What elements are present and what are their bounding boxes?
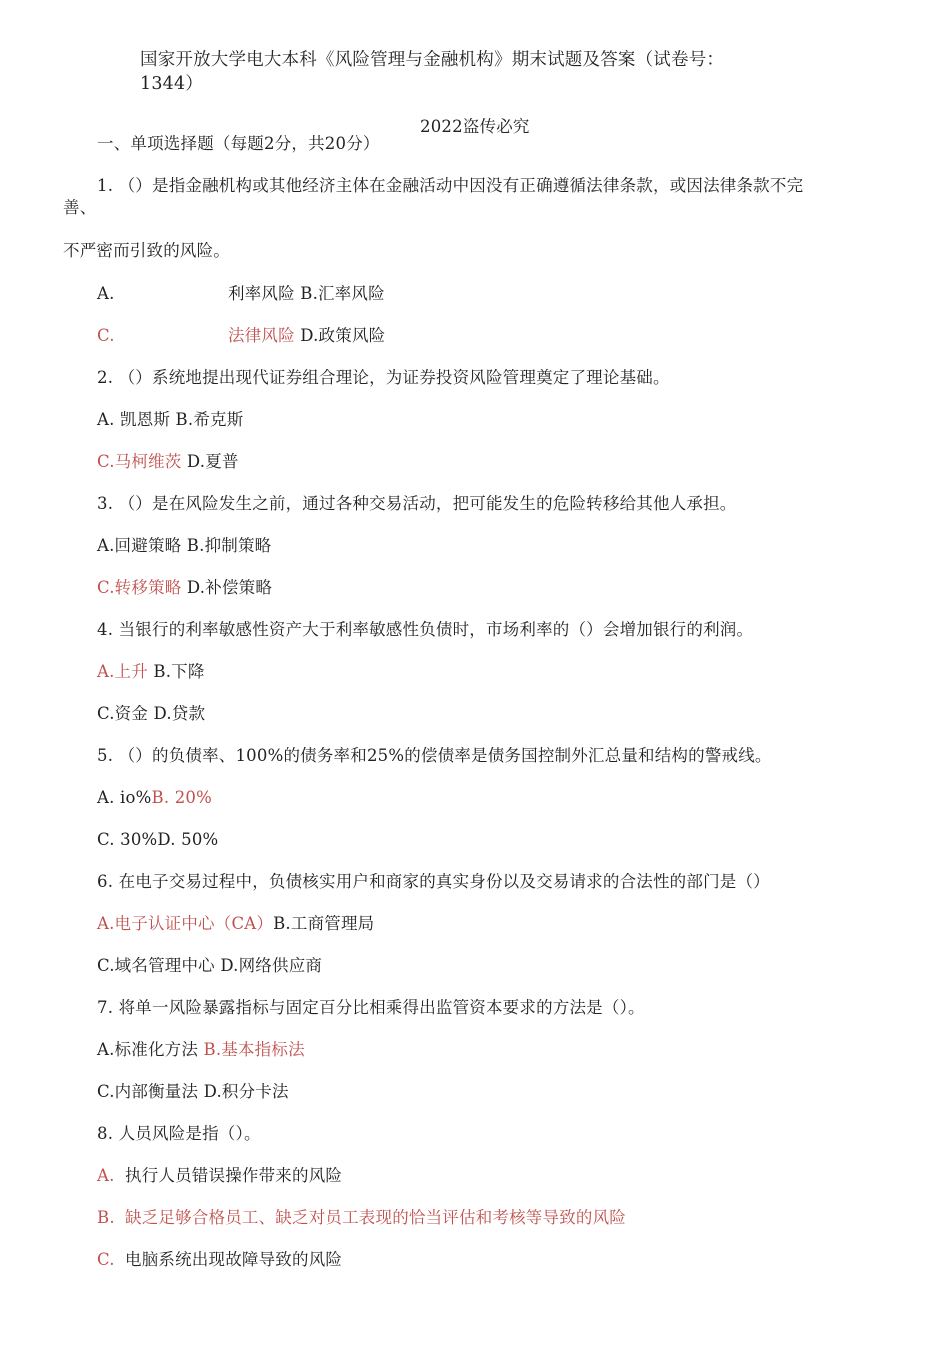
question-1-option-a-label: A.: [97, 284, 115, 303]
question-1-stem-cont: 善、: [63, 198, 97, 217]
question-1-options-ab: 利率风险 B.汇率风险: [228, 284, 385, 303]
question-8-option-c: 电脑系统出现故障导致的风险: [125, 1250, 343, 1269]
question-2-answer: C.马柯维茨: [97, 452, 182, 471]
question-8-option-a: 执行人员错误操作带来的风险: [125, 1166, 343, 1185]
question-1-answer: 法律风险: [228, 326, 295, 345]
question-5-option-a: A. io%: [97, 788, 152, 807]
page-title-line2: 1344）: [140, 74, 204, 94]
question-5-answer: B. 20%: [151, 788, 212, 807]
question-2-option-d: D.夏普: [181, 452, 239, 471]
question-6-options-cd: C.域名管理中心 D.网络供应商: [97, 956, 323, 975]
question-8-option-a-label: A.: [97, 1166, 115, 1185]
question-7-options-cd: C.内部衡量法 D.积分卡法: [97, 1082, 289, 1101]
question-3-options-ab: A.回避策略 B.抑制策略: [97, 536, 272, 555]
question-1-stem-end: 不严密而引致的风险。: [63, 241, 230, 260]
question-5-options-ab: [97, 788, 212, 808]
question-6-options-ab: [97, 914, 374, 934]
question-8-stem: 8. 人员风险是指（）。: [97, 1124, 261, 1143]
question-7-options-ab: [97, 1040, 305, 1060]
question-1-stem: 1. （）是指金融机构或其他经济主体在金融活动中因没有正确遵循法律条款，或因法律条款不完: [97, 176, 804, 195]
question-2-options-cd: [97, 452, 239, 472]
question-7-answer: B.基本指标法: [203, 1040, 305, 1059]
question-3-stem: 3. （）是在风险发生之前，通过各种交易活动，把可能发生的危险转移给其他人承担。: [97, 494, 737, 513]
question-4-answer: A.上升: [97, 662, 148, 681]
question-3-options-cd: [97, 578, 272, 598]
question-1-option-d: D.政策风险: [294, 326, 386, 345]
page-title-line1: 国家开放大学电大本科《风险管理与金融机构》期末试题及答案（试卷号：: [140, 50, 725, 70]
question-4-options-ab: [97, 662, 205, 682]
question-3-answer: C.转移策略: [97, 578, 182, 597]
question-1-options-cd: [228, 326, 385, 346]
question-6-option-b: B.工商管理局: [273, 914, 375, 933]
question-3-option-d: D.补偿策略: [181, 578, 273, 597]
question-6-stem: 6. 在电子交易过程中，负债核实用户和商家的真实身份以及交易请求的合法性的部门是（）: [97, 872, 770, 891]
question-5-options-cd: C. 30%D. 50%: [97, 830, 219, 849]
question-7-stem: 7. 将单一风险暴露指标与固定百分比相乘得出监管资本要求的方法是（）。: [97, 998, 645, 1017]
question-1-option-c-label: C.: [97, 326, 115, 345]
subtitle: 2022盗传必究: [420, 117, 530, 136]
question-4-stem: 4. 当银行的利率敏感性资产大于利率敏感性负债时，市场利率的（）会增加银行的利润。: [97, 620, 754, 639]
question-4-option-b: B.下降: [147, 662, 205, 681]
question-7-option-a: A.标准化方法: [97, 1040, 204, 1059]
question-4-options-cd: C.资金 D.贷款: [97, 704, 206, 723]
question-8-option-b-label: B.: [97, 1208, 115, 1227]
question-8-option-c-label: C.: [97, 1250, 115, 1269]
question-5-stem: 5. （）的负债率、100%的债务率和25%的偿债率是债务国控制外汇总量和结构的警戒线。: [97, 746, 772, 765]
question-2-options-ab: A. 凯恩斯 B.希克斯: [97, 410, 244, 429]
question-6-answer: A.电子认证中心（CA）: [97, 914, 274, 933]
section-heading: 一、单项选择题（每题2分，共20分）: [97, 134, 380, 153]
question-8-answer: 缺乏足够合格员工、缺乏对员工表现的恰当评估和考核等导致的风险: [125, 1208, 626, 1227]
question-2-stem: 2. （）系统地提出现代证券组合理论，为证券投资风险管理奠定了理论基础。: [97, 368, 670, 387]
